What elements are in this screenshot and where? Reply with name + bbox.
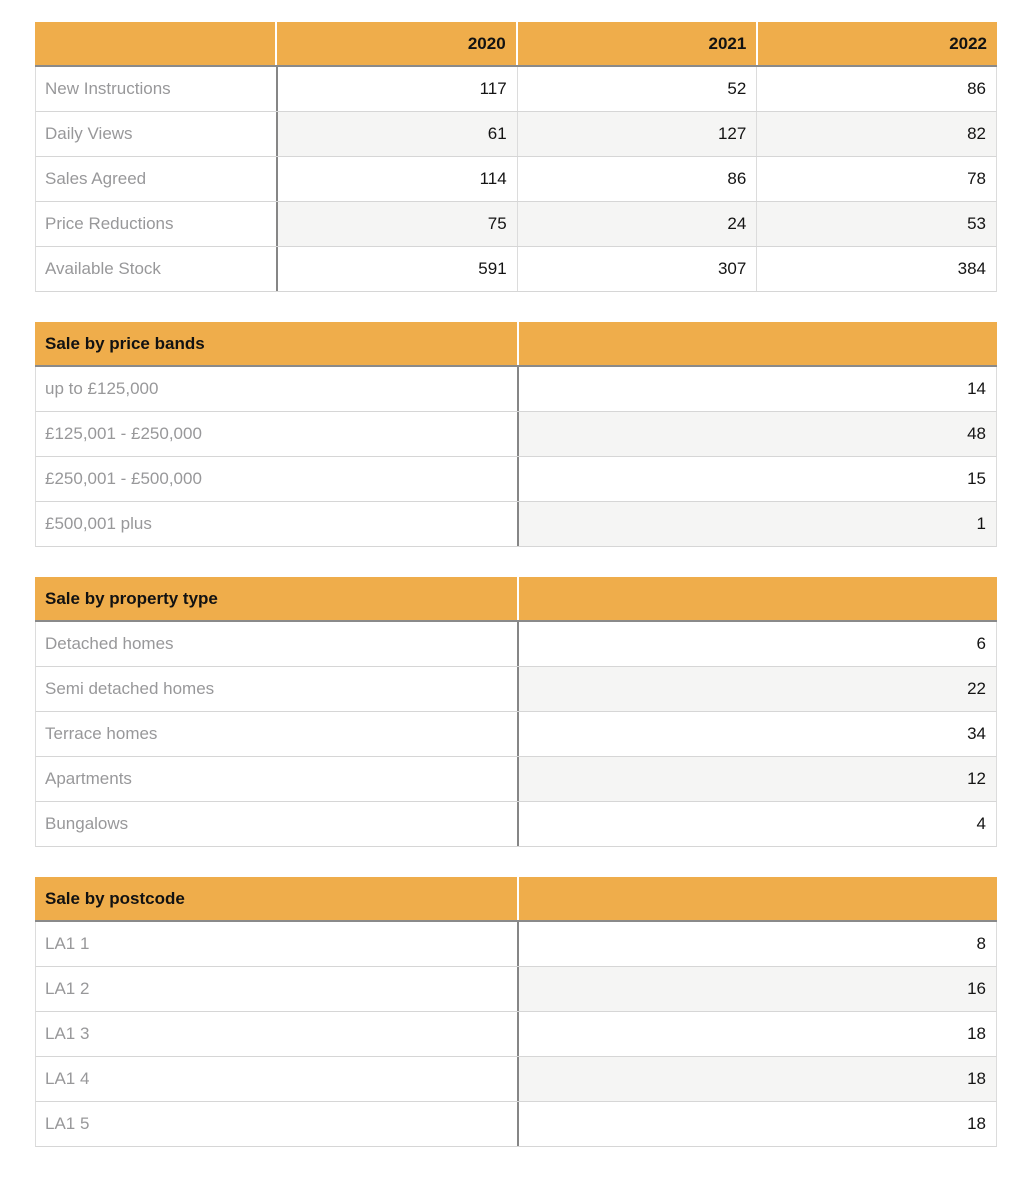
row-value-2022: 86 [756,67,996,111]
table-row [35,967,997,1012]
row-label: £125,001 - £250,000 [36,412,517,456]
table-row [35,712,997,757]
row-label: LA1 3 [36,1012,517,1056]
row-value-2020: 114 [276,157,517,201]
row-label: Terrace homes [36,712,517,756]
table-row [35,922,997,967]
table-row [35,412,997,457]
row-label: Apartments [36,757,517,801]
property-type-table [35,577,997,847]
row-value: 18 [517,1102,996,1146]
row-value-2022: 78 [756,157,996,201]
table-row [35,367,997,412]
row-value: 18 [517,1012,996,1056]
table-row [35,502,997,547]
price-bands-table-header [35,322,997,367]
empty-header-cell [517,577,997,620]
property-type-table-header [35,577,997,622]
row-value-2022: 82 [756,112,996,156]
row-label: Price Reductions [36,202,276,246]
row-label: Bungalows [36,802,517,846]
table-row [35,622,997,667]
row-value: 34 [517,712,996,756]
row-value-2021: 307 [517,247,757,291]
table-row [35,247,997,292]
row-value: 22 [517,667,996,711]
table-row [35,1102,997,1147]
row-label: Available Stock [36,247,276,291]
row-label: up to £125,000 [36,367,517,411]
table-row [35,1057,997,1102]
row-label: Daily Views [36,112,276,156]
row-label: LA1 1 [36,922,517,966]
table-row [35,157,997,202]
section-title: Sale by property type [45,588,218,608]
row-value: 18 [517,1057,996,1101]
table-row [35,202,997,247]
table-row [35,667,997,712]
row-label: LA1 4 [36,1057,517,1101]
summary-table-header [35,22,997,67]
price-bands-table [35,322,997,547]
column-header-2022: 2022 [756,22,997,65]
row-value-2020: 117 [276,67,517,111]
row-value: 15 [517,457,996,501]
row-label: £250,001 - £500,000 [36,457,517,501]
table-row [35,1012,997,1057]
postcode-table [35,877,997,1147]
table-row [35,802,997,847]
row-label: £500,001 plus [36,502,517,546]
row-label: Semi detached homes [36,667,517,711]
empty-header-cell [517,877,997,920]
row-label: Sales Agreed [36,157,276,201]
table-row [35,67,997,112]
row-value-2020: 75 [276,202,517,246]
table-row [35,457,997,502]
row-value: 16 [517,967,996,1011]
row-value: 1 [517,502,996,546]
column-header-2021: 2021 [516,22,757,65]
row-label: Detached homes [36,622,517,666]
row-value-2021: 52 [517,67,757,111]
postcode-table-header [35,877,997,922]
row-label: LA1 5 [36,1102,517,1146]
row-value-2020: 591 [276,247,517,291]
summary-table [35,22,997,292]
row-value: 14 [517,367,996,411]
table-row [35,757,997,802]
row-value: 8 [517,922,996,966]
row-value: 6 [517,622,996,666]
row-value: 48 [517,412,996,456]
section-title: Sale by price bands [45,333,205,353]
section-title: Sale by postcode [45,888,185,908]
empty-header-cell [517,322,997,365]
table-row [35,112,997,157]
row-value-2021: 127 [517,112,757,156]
row-value: 12 [517,757,996,801]
row-value: 4 [517,802,996,846]
row-label: LA1 2 [36,967,517,1011]
row-value-2021: 24 [517,202,757,246]
row-label: New Instructions [36,67,276,111]
empty-header-cell [35,22,275,65]
row-value-2021: 86 [517,157,757,201]
column-header-2020: 2020 [275,22,516,65]
row-value-2022: 53 [756,202,996,246]
row-value-2022: 384 [756,247,996,291]
row-value-2020: 61 [276,112,517,156]
